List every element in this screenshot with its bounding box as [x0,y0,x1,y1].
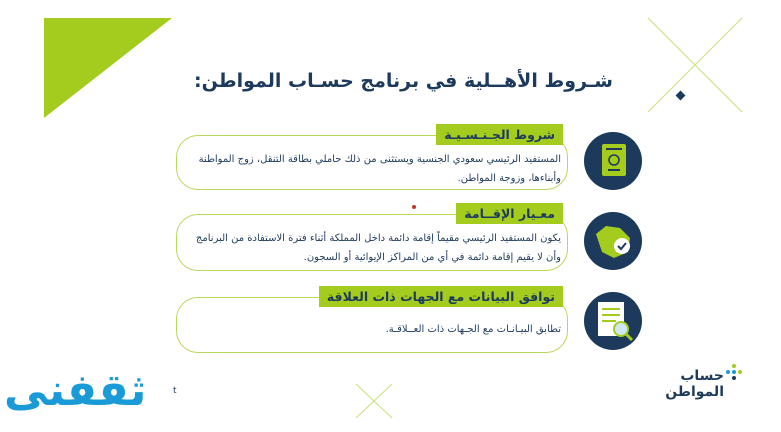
saudi-map-check-icon [584,212,642,270]
eligibility-card-residency [176,206,568,271]
eligibility-card-nationality [176,127,568,190]
card-text-line: يكون المستفيد الرئيسي مقيماً إقامة دائمة داخل المملكة أثناء فترة الاستفادة من البرنامج [195,233,561,244]
eligibility-card-data-match [176,289,568,353]
logo-line2: المواطن [665,384,724,400]
corner-triangle [44,18,172,118]
diamond-dot [676,91,686,101]
card-text-line: المستفيد الرئيسي سعودي الجنسية ويستثنى من ذلك حاملي بطاقة التنقل، زوج المواطنة [198,154,561,165]
page-title: شـروط الأهــلية في برنامج حسـاب المواطن: [194,70,613,92]
stray-character: t [173,386,177,396]
card-title: معـيار الإقــامة [456,203,563,224]
document-magnifier-icon [584,292,642,350]
logo-text [665,368,724,400]
cross-lines-top-right [648,18,742,112]
site-watermark: ثقفنى [4,365,147,416]
citizen-account-logo [662,360,744,404]
card-text-line: وأبناءها، وزوجة المواطن. [457,173,561,184]
small-red-dot [412,205,416,209]
card-text [386,320,561,339]
card-text [196,229,561,267]
passport-icon [584,132,642,190]
card-text [199,150,561,188]
logo-dots-icon [724,362,744,382]
card-title: توافق البيانات مع الجهات ذات العلاقة [319,286,563,307]
card-text-line: وأن لا يقيم إقامة دائمة في أي من المراكز الإيوائية أو السجون. [303,252,561,263]
card-text-line: تطابق البيـانـات مع الجـهات ذات العــلاقـة. [385,324,561,335]
cross-lines-bottom [356,384,392,418]
logo-line1: حساب [680,368,724,384]
card-title: شروط الجـنـسـيـة [436,124,563,145]
